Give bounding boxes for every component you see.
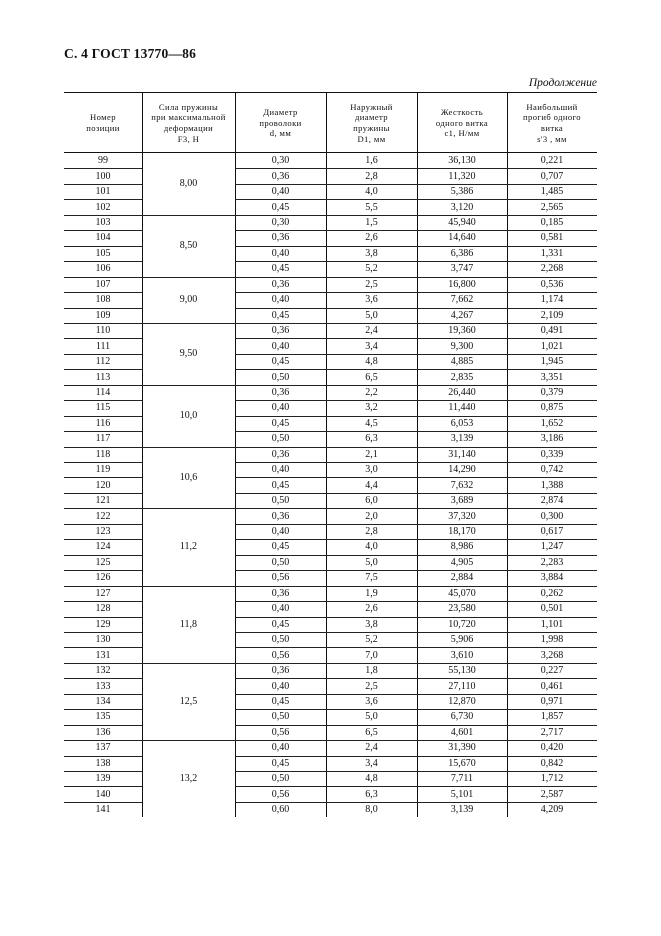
cell-stiffness: 6,730 (450, 711, 474, 723)
cell-stiffness: 27,110 (448, 680, 476, 692)
cell-outer-diameter: 5,0 (365, 711, 378, 723)
cell-deflection: 4,209 (540, 804, 564, 816)
cell-outer-diameter: 5,5 (365, 201, 378, 213)
cell-stiffness: 5,906 (450, 634, 474, 646)
cell-wire-diameter: 0,40 (271, 526, 290, 538)
cell-outer-diameter: 1,8 (365, 665, 378, 677)
cell-outer-diameter: 5,2 (365, 263, 378, 275)
header-line: Номер (90, 112, 116, 123)
cell-wire-diameter: 0,50 (271, 634, 290, 646)
cell-wire-diameter: 0,45 (271, 201, 290, 213)
cell-position: 103 (95, 217, 111, 229)
cell-deflection: 2,565 (540, 201, 564, 213)
cell-outer-diameter: 3,4 (365, 757, 378, 769)
cell-stiffness: 16,800 (448, 278, 476, 290)
cell-wire-diameter: 0,40 (271, 464, 290, 476)
cell-position: 134 (95, 695, 111, 707)
header-line: s'3 , мм (537, 133, 567, 144)
cell-deflection: 0,501 (540, 603, 564, 615)
cell-wire-diameter: 0,50 (271, 556, 290, 568)
cell-force: 8,50 (179, 240, 198, 252)
cell-deflection: 2,587 (540, 788, 564, 800)
cell-stiffness: 37,320 (448, 510, 476, 522)
cell-outer-diameter: 2,5 (365, 278, 378, 290)
cell-outer-diameter: 6,5 (365, 726, 378, 738)
cell-deflection: 0,707 (540, 170, 564, 182)
header-line: деформации (163, 123, 214, 133)
cell-wire-diameter: 0,40 (271, 294, 290, 306)
cell-wire-diameter: 0,45 (271, 757, 290, 769)
cell-position: 107 (95, 278, 111, 290)
cell-wire-diameter: 0,60 (271, 804, 290, 816)
cell-outer-diameter: 3,8 (365, 247, 378, 259)
cell-outer-diameter: 3,8 (365, 618, 378, 630)
cell-stiffness: 31,390 (448, 742, 476, 754)
header-line: диаметр (355, 112, 388, 123)
cell-position: 101 (95, 186, 111, 198)
cell-wire-diameter: 0,45 (271, 263, 290, 275)
cell-position: 104 (95, 232, 111, 244)
cell-outer-diameter: 8,0 (365, 804, 378, 816)
cell-stiffness: 8,986 (450, 541, 474, 553)
cell-deflection: 1,174 (540, 294, 564, 306)
cell-outer-diameter: 3,4 (365, 340, 378, 352)
cell-wire-diameter: 0,30 (271, 217, 290, 229)
cell-wire-diameter: 0,30 (271, 155, 290, 167)
header-line: Наружный (350, 101, 393, 112)
cell-stiffness: 19,360 (448, 325, 476, 337)
cell-position: 110 (95, 325, 111, 337)
cell-force: 11,2 (179, 541, 198, 553)
cell-outer-diameter: 2,8 (365, 526, 378, 538)
cell-wire-diameter: 0,36 (271, 587, 290, 599)
cell-deflection: 0,491 (540, 325, 564, 337)
cell-position: 124 (95, 541, 111, 553)
cell-stiffness: 4,885 (450, 356, 474, 368)
cell-outer-diameter: 4,5 (365, 417, 378, 429)
cell-position: 118 (95, 448, 111, 460)
cell-wire-diameter: 0,36 (271, 510, 290, 522)
cell-stiffness: 23,580 (448, 603, 476, 615)
cell-stiffness: 7,711 (450, 773, 474, 785)
cell-outer-diameter: 4,8 (365, 356, 378, 368)
cell-deflection: 0,536 (540, 278, 564, 290)
cell-wire-diameter: 0,36 (271, 325, 290, 337)
header-deflection (507, 95, 597, 151)
cell-wire-diameter: 0,40 (271, 680, 290, 692)
header-line: проволоки (259, 117, 302, 128)
cell-deflection: 0,971 (540, 695, 564, 707)
cell-outer-diameter: 5,0 (365, 556, 378, 568)
cell-position: 100 (95, 170, 111, 182)
cell-wire-diameter: 0,40 (271, 186, 290, 198)
cell-outer-diameter: 6,3 (365, 788, 378, 800)
cell-outer-diameter: 2,4 (365, 325, 378, 337)
cell-outer-diameter: 3,0 (365, 464, 378, 476)
cell-wire-diameter: 0,56 (271, 649, 290, 661)
cell-outer-diameter: 4,4 (365, 479, 378, 491)
cell-position: 138 (95, 757, 111, 769)
cell-wire-diameter: 0,56 (271, 788, 290, 800)
cell-wire-diameter: 0,45 (271, 618, 290, 630)
cell-stiffness: 18,170 (448, 526, 476, 538)
cell-deflection: 0,262 (540, 587, 564, 599)
cell-stiffness: 4,601 (450, 726, 474, 738)
cell-deflection: 0,339 (540, 448, 564, 460)
cell-outer-diameter: 2,6 (365, 603, 378, 615)
cell-position: 132 (95, 665, 111, 677)
cell-force: 9,00 (179, 294, 198, 306)
header-line: Наибольший (526, 101, 578, 112)
cell-outer-diameter: 2,5 (365, 680, 378, 692)
header-outer-diameter (326, 95, 417, 151)
cell-position: 99 (98, 155, 108, 167)
cell-outer-diameter: 4,8 (365, 773, 378, 785)
header-line: Сила пружины (158, 101, 219, 112)
cell-stiffness: 3,120 (450, 201, 474, 213)
cell-deflection: 0,742 (540, 464, 564, 476)
cell-wire-diameter: 0,40 (271, 340, 290, 352)
header-line: D1, мм (357, 133, 386, 144)
cell-position: 137 (95, 742, 111, 754)
header-line: Жесткость (440, 107, 484, 118)
cell-outer-diameter: 1,6 (365, 155, 378, 167)
cell-wire-diameter: 0,50 (271, 433, 290, 445)
cell-wire-diameter: 0,36 (271, 665, 290, 677)
cell-wire-diameter: 0,45 (271, 541, 290, 553)
cell-wire-diameter: 0,45 (271, 695, 290, 707)
cell-stiffness: 3,689 (450, 495, 474, 507)
cell-wire-diameter: 0,40 (271, 603, 290, 615)
header-line: Диаметр (263, 107, 298, 118)
cell-outer-diameter: 2,2 (365, 386, 378, 398)
header-wire-diameter (235, 95, 326, 151)
cell-outer-diameter: 4,0 (365, 186, 378, 198)
cell-position: 130 (95, 634, 111, 646)
cell-deflection: 2,874 (540, 495, 564, 507)
cell-deflection: 0,875 (540, 402, 564, 414)
cell-wire-diameter: 0,50 (271, 371, 290, 383)
cell-force: 9,50 (179, 348, 198, 360)
cell-deflection: 0,379 (540, 386, 564, 398)
header-line: F3, Н (177, 133, 200, 144)
cell-position: 111 (95, 340, 111, 352)
header-line: позиции (86, 123, 120, 133)
cell-stiffness: 11,320 (448, 170, 476, 182)
cell-stiffness: 7,632 (450, 479, 474, 491)
cell-deflection: 0,300 (540, 510, 564, 522)
cell-stiffness: 5,386 (450, 186, 474, 198)
cell-deflection: 0,617 (540, 526, 564, 538)
cell-deflection: 1,021 (540, 340, 564, 352)
cell-deflection: 1,712 (540, 773, 564, 785)
cell-position: 102 (95, 201, 111, 213)
cell-deflection: 1,652 (540, 417, 564, 429)
cell-deflection: 1,331 (540, 247, 564, 259)
header-line: витка (540, 123, 564, 133)
continuation-label: Продолжение (528, 77, 597, 89)
table-top-rule (64, 92, 597, 93)
cell-outer-diameter: 1,9 (365, 587, 378, 599)
cell-outer-diameter: 2,0 (365, 510, 378, 522)
cell-deflection: 2,268 (540, 263, 564, 275)
cell-outer-diameter: 5,2 (365, 634, 378, 646)
cell-position: 131 (95, 649, 111, 661)
cell-outer-diameter: 6,0 (365, 495, 378, 507)
cell-position: 141 (95, 804, 111, 816)
cell-wire-diameter: 0,45 (271, 479, 290, 491)
cell-outer-diameter: 1,5 (365, 217, 378, 229)
cell-force: 10,6 (179, 471, 198, 483)
cell-deflection: 0,185 (540, 217, 564, 229)
cell-position: 109 (95, 309, 111, 321)
header-line: c1, Н/мм (444, 128, 480, 139)
cell-outer-diameter: 3,6 (365, 695, 378, 707)
cell-stiffness: 10,720 (448, 618, 476, 630)
header-stiffness (417, 95, 507, 151)
cell-wire-diameter: 0,50 (271, 495, 290, 507)
cell-position: 127 (95, 587, 111, 599)
cell-position: 125 (95, 556, 111, 568)
cell-position: 136 (95, 726, 111, 738)
cell-deflection: 1,945 (540, 356, 564, 368)
cell-force: 11,8 (179, 618, 198, 630)
cell-outer-diameter: 2,8 (365, 170, 378, 182)
cell-outer-diameter: 3,2 (365, 402, 378, 414)
cell-position: 119 (95, 464, 111, 476)
cell-stiffness: 6,053 (450, 417, 474, 429)
cell-wire-diameter: 0,40 (271, 742, 290, 754)
header-line: при максимальной (151, 112, 226, 123)
cell-position: 140 (95, 788, 111, 800)
header-line: пружины (353, 123, 390, 133)
cell-deflection: 2,283 (540, 556, 564, 568)
cell-wire-diameter: 0,56 (271, 726, 290, 738)
cell-outer-diameter: 6,5 (365, 371, 378, 383)
cell-wire-diameter: 0,45 (271, 356, 290, 368)
cell-deflection: 0,227 (540, 665, 564, 677)
cell-stiffness: 4,267 (450, 309, 474, 321)
cell-stiffness: 55,130 (448, 665, 476, 677)
cell-stiffness: 5,101 (450, 788, 474, 800)
cell-position: 115 (95, 402, 111, 414)
cell-force: 12,5 (179, 695, 198, 707)
cell-stiffness: 3,610 (450, 649, 474, 661)
cell-outer-diameter: 7,0 (365, 649, 378, 661)
cell-position: 112 (95, 356, 111, 368)
cell-position: 116 (95, 417, 111, 429)
cell-wire-diameter: 0,36 (271, 232, 290, 244)
cell-force: 10,0 (179, 410, 198, 422)
cell-stiffness: 14,290 (448, 464, 476, 476)
cell-position: 128 (95, 603, 111, 615)
header-line: одного витка (435, 117, 489, 128)
cell-position: 122 (95, 510, 111, 522)
cell-deflection: 1,485 (540, 186, 564, 198)
header-line: прогиб одного (523, 112, 581, 123)
cell-position: 129 (95, 618, 111, 630)
cell-wire-diameter: 0,36 (271, 448, 290, 460)
cell-deflection: 3,186 (540, 433, 564, 445)
cell-wire-diameter: 0,56 (271, 572, 290, 584)
cell-deflection: 1,857 (540, 711, 564, 723)
cell-outer-diameter: 2,1 (365, 448, 378, 460)
cell-position: 106 (95, 263, 111, 275)
cell-wire-diameter: 0,45 (271, 309, 290, 321)
cell-position: 135 (95, 711, 111, 723)
cell-deflection: 3,351 (540, 371, 564, 383)
cell-position: 123 (95, 526, 111, 538)
cell-deflection: 0,221 (540, 155, 564, 167)
cell-position: 133 (95, 680, 111, 692)
cell-force: 13,2 (179, 773, 198, 785)
cell-wire-diameter: 0,40 (271, 402, 290, 414)
cell-deflection: 0,420 (540, 742, 564, 754)
cell-deflection: 3,884 (540, 572, 564, 584)
header-line: d, мм (269, 128, 292, 139)
cell-stiffness: 36,130 (448, 155, 476, 167)
cell-position: 117 (95, 433, 111, 445)
cell-stiffness: 3,139 (450, 804, 474, 816)
cell-stiffness: 26,440 (448, 386, 476, 398)
cell-position: 108 (95, 294, 111, 306)
cell-stiffness: 15,670 (448, 757, 476, 769)
cell-deflection: 1,998 (540, 634, 564, 646)
cell-stiffness: 14,640 (448, 232, 476, 244)
cell-deflection: 0,581 (540, 232, 564, 244)
cell-stiffness: 9,300 (450, 340, 474, 352)
cell-stiffness: 3,747 (450, 263, 474, 275)
cell-wire-diameter: 0,50 (271, 711, 290, 723)
cell-position: 114 (95, 386, 111, 398)
cell-deflection: 2,109 (540, 309, 564, 321)
cell-deflection: 0,461 (540, 680, 564, 692)
cell-outer-diameter: 7,5 (365, 572, 378, 584)
cell-deflection: 1,247 (540, 541, 564, 553)
cell-stiffness: 11,440 (448, 402, 476, 414)
cell-wire-diameter: 0,40 (271, 247, 290, 259)
cell-deflection: 1,388 (540, 479, 564, 491)
cell-force: 8,00 (179, 178, 198, 190)
cell-stiffness: 7,662 (450, 294, 474, 306)
cell-deflection: 2,717 (540, 726, 564, 738)
cell-wire-diameter: 0,36 (271, 386, 290, 398)
cell-stiffness: 3,139 (450, 433, 474, 445)
cell-stiffness: 6,386 (450, 247, 474, 259)
cell-position: 121 (95, 495, 111, 507)
cell-stiffness: 2,835 (450, 371, 474, 383)
cell-stiffness: 2,884 (450, 572, 474, 584)
cell-wire-diameter: 0,36 (271, 170, 290, 182)
cell-deflection: 1,101 (540, 618, 564, 630)
cell-wire-diameter: 0,50 (271, 773, 290, 785)
header-position (64, 95, 142, 151)
cell-deflection: 3,268 (540, 649, 564, 661)
cell-outer-diameter: 3,6 (365, 294, 378, 306)
cell-stiffness: 12,870 (448, 695, 476, 707)
cell-outer-diameter: 4,0 (365, 541, 378, 553)
header-force (142, 95, 235, 151)
cell-outer-diameter: 2,6 (365, 232, 378, 244)
cell-position: 120 (95, 479, 111, 491)
cell-stiffness: 31,140 (448, 448, 476, 460)
cell-outer-diameter: 2,4 (365, 742, 378, 754)
cell-position: 139 (95, 773, 111, 785)
cell-stiffness: 4,905 (450, 556, 474, 568)
cell-deflection: 0,842 (540, 757, 564, 769)
page-header: С. 4 ГОСТ 13770—86 (64, 46, 197, 61)
cell-outer-diameter: 6,3 (365, 433, 378, 445)
cell-wire-diameter: 0,45 (271, 417, 290, 429)
cell-stiffness: 45,940 (448, 217, 476, 229)
cell-position: 105 (95, 247, 111, 259)
cell-outer-diameter: 5,0 (365, 309, 378, 321)
cell-stiffness: 45,070 (448, 587, 476, 599)
cell-position: 126 (95, 572, 111, 584)
cell-wire-diameter: 0,36 (271, 278, 290, 290)
cell-position: 113 (95, 371, 111, 383)
